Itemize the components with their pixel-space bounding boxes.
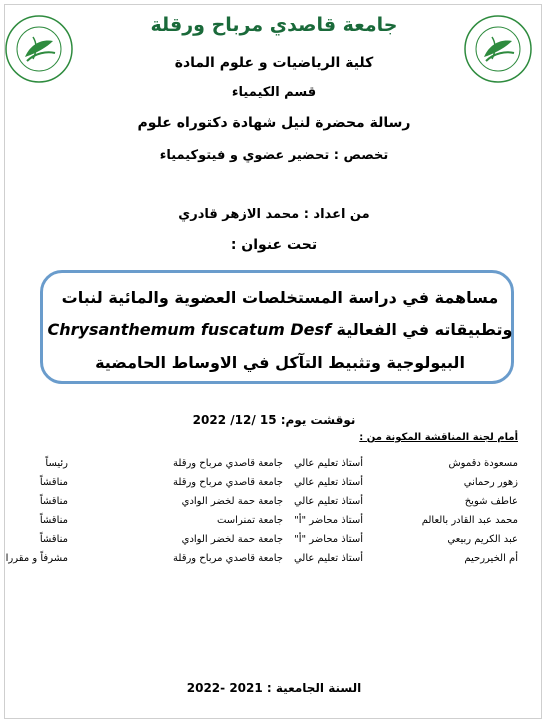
committee-table xyxy=(0,458,548,572)
committee-row xyxy=(0,496,548,515)
member-institution: جامعة تمنراست xyxy=(216,515,283,526)
committee-row xyxy=(0,515,548,534)
member-rank: أستاذ تعليم عالي xyxy=(293,496,363,507)
committee-row xyxy=(0,477,548,496)
member-institution: جامعة حمة لخضر الوادي xyxy=(181,496,283,507)
member-rank: أستاذ تعليم عالي xyxy=(293,458,363,469)
thesis-title-line-2-arabic: وتطبيقاته في الفعالية xyxy=(336,320,513,339)
committee-header: أمام لجنة المناقشة المكونة من : xyxy=(359,432,518,443)
defense-date: نوقشت يوم: 15 /12/ 2022 xyxy=(192,413,356,427)
member-name: أم الخيررحيم xyxy=(464,553,518,564)
specialty: تخصص : تحضير عضوي و فيتوكيمياء xyxy=(159,148,389,163)
faculty-name: كلية الرياضيات و علوم المادة xyxy=(174,55,374,71)
under-title-label: تحت عنوان : xyxy=(230,237,318,253)
member-role: رئيساً xyxy=(45,458,68,469)
member-institution: جامعة قاصدي مرباح ورقلة xyxy=(173,553,283,564)
member-name: محمد عبد القادر بالعالم xyxy=(421,515,518,526)
member-name: عاطف شويخ xyxy=(464,496,518,507)
thesis-title-box xyxy=(40,270,514,384)
member-name: زهور رحماني xyxy=(463,477,518,488)
committee-row xyxy=(0,534,548,553)
member-rank: أستاذ تعليم عالي xyxy=(293,553,363,564)
prepared-by: من اعداد : محمد الازهر قادري xyxy=(178,207,370,222)
department-name: قسم الكيمياء xyxy=(231,85,317,100)
member-role: مناقشاً xyxy=(39,496,68,507)
member-institution: جامعة قاصدي مرباح ورقلة xyxy=(173,458,283,469)
member-rank: أستاذ محاضر "أ" xyxy=(294,515,363,526)
member-role: مشرفاً و مقررا xyxy=(5,553,68,564)
thesis-title-line-1: مساهمة في دراسة المستخلصات العضوية والمائية لنبات xyxy=(61,288,499,307)
thesis-type: رسالة محضرة لنيل شهادة دكتوراه علوم xyxy=(137,115,411,131)
committee-row xyxy=(0,458,548,477)
thesis-title-species: Chrysanthemum fuscatum Desf xyxy=(47,320,331,339)
university-name: جامعة قاصدي مرباح ورقلة xyxy=(150,14,398,36)
member-institution: جامعة حمة لخضر الوادي xyxy=(181,534,283,545)
member-name: مسعودة دقموش xyxy=(448,458,518,469)
member-rank: أستاذ محاضر "أ" xyxy=(294,534,363,545)
member-institution: جامعة قاصدي مرباح ورقلة xyxy=(173,477,283,488)
committee-row xyxy=(0,553,548,572)
member-rank: أستاذ تعليم عالي xyxy=(293,477,363,488)
member-role: مناقشاً xyxy=(39,534,68,545)
member-name: عبد الكريم ربيعي xyxy=(447,534,518,545)
thesis-title-line-3: البيولوجية وتثبيط التآكل في الاوساط الحامضية xyxy=(95,353,465,372)
member-role: مناقشاً xyxy=(39,515,68,526)
thesis-title-line-2 xyxy=(43,320,517,339)
member-role: مناقشاً xyxy=(39,477,68,488)
academic-year: السنة الجامعية : 2021 -2022 xyxy=(186,681,362,695)
